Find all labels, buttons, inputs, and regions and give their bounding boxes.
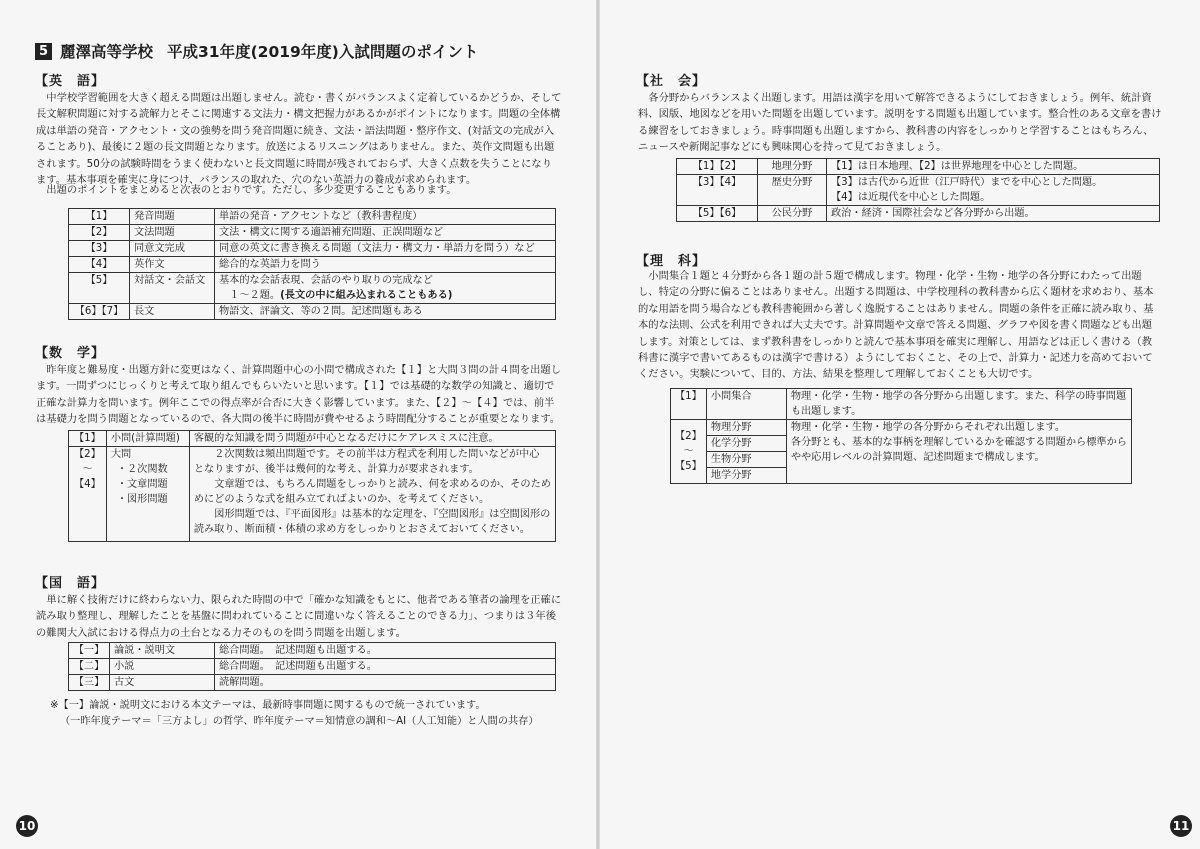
row-number: 【6】【7】 bbox=[69, 304, 130, 320]
social-paragraph: 各分野からバランスよく出題します。用語は漢字を用いて解答できるようにしておきましょう。例年、統計資料、図版、地図などを用いた問題を出題しています。説明をする問題も出題しています。整合性のある文章を書ける練習をしておきましょう。時事問題も出題しますから、教科書の内容をしっかりと学習することはもちろん、ニュースや新聞記事などにも興味関心を持って見ておきましょう。 bbox=[638, 92, 1162, 154]
japanese-note-2: （一昨年度テーマ＝「三方よし」の哲学、昨年度テーマ＝知情意の調和～AI（人工知能）と人間の共存） bbox=[60, 716, 539, 727]
row-name: 英作文 bbox=[130, 257, 215, 273]
row-number: 【一】 bbox=[69, 643, 110, 659]
table-row bbox=[69, 241, 556, 257]
row-name-item: ・文章問題 bbox=[116, 479, 168, 490]
row-name-item: 物理分野 bbox=[710, 422, 752, 433]
japanese-paragraph: 単に解く技術だけに終わらない力、限られた時間の中で「確かな知識をもとに、他者である筆者の論理を正確に読み取り整理し、理解したことを基盤に問われていることに間違いなく答えることのできる力」、つまりは３年後の難関大入試における得点力の土台となる力そのものを問う問題を出題します。 bbox=[36, 594, 562, 639]
row-desc-line: 各分野とも、基本的な事柄を理解しているかを確認する問題から標準から bbox=[790, 437, 1127, 448]
row-desc-line: 【4】は近現代を中心とした問題。 bbox=[831, 192, 991, 203]
row-desc: 総合的な英語力を問う bbox=[215, 257, 556, 273]
japanese-table bbox=[68, 642, 556, 691]
social-table bbox=[676, 158, 1160, 222]
row-number bbox=[671, 420, 707, 484]
row-name-item: ・図形問題 bbox=[116, 494, 168, 505]
row-number: 【2】 bbox=[69, 225, 130, 241]
table-row bbox=[671, 389, 1132, 420]
row-number-bottom: 【4】 bbox=[73, 479, 101, 490]
school-name: 麗澤高等学校 bbox=[60, 43, 154, 61]
table-row bbox=[69, 257, 556, 273]
row-desc bbox=[215, 273, 556, 304]
social-heading: 【社 会】 bbox=[636, 74, 707, 89]
row-desc-line: 物理・化学・生物・地学の各分野から出題します。また、科学の時事問題 bbox=[790, 391, 1127, 402]
japanese-heading: 【国 語】 bbox=[35, 576, 106, 591]
row-name bbox=[106, 447, 189, 542]
row-name: 長文 bbox=[130, 304, 215, 320]
japanese-note-1: ※【一】論説・説明文における本文テーマは、最新時事問題に関するもので統一されています。 bbox=[50, 700, 486, 711]
row-name: 論説・説明文 bbox=[110, 643, 215, 659]
row-desc-line: めにどのような式を組み立てればよいのか、を考えてください。 bbox=[193, 494, 490, 505]
row-desc-bold: (長文の中に組み込まれることもある) bbox=[280, 290, 453, 301]
row-number: 【4】 bbox=[69, 257, 130, 273]
row-number bbox=[69, 447, 107, 542]
row-name bbox=[706, 420, 786, 484]
row-name: 古文 bbox=[110, 675, 215, 691]
table-row bbox=[677, 159, 1160, 175]
row-desc: 総合問題。 記述問題も出題する。 bbox=[215, 659, 556, 675]
table-row bbox=[69, 675, 556, 691]
row-name-item: ・２次関数 bbox=[116, 464, 168, 475]
row-name-item: 化学分野 bbox=[707, 435, 786, 451]
row-name-item: 生物分野 bbox=[707, 451, 786, 467]
row-number: 【1】【2】 bbox=[677, 159, 758, 175]
table-row bbox=[69, 225, 556, 241]
row-desc: 客観的な知識を問う問題が中心となるだけにケアレスミスに注意。 bbox=[189, 431, 555, 447]
row-desc bbox=[827, 175, 1160, 206]
row-name: 発音問題 bbox=[130, 209, 215, 225]
row-desc-line: となりますが、後半は幾何的な考え、計算力が要求されます。 bbox=[193, 464, 479, 475]
row-desc: 読解問題。 bbox=[215, 675, 556, 691]
row-desc-line: ２次関数は頻出問題です。その前半は方程式を利用した問いなどが中心 bbox=[214, 449, 540, 460]
page-title bbox=[35, 40, 478, 62]
row-number: 【5】 bbox=[69, 273, 130, 304]
row-number: 【1】 bbox=[671, 389, 707, 420]
page-number: 11 bbox=[1170, 815, 1192, 837]
row-name: 小問(計算問題) bbox=[106, 431, 189, 447]
title-text: 平成31年度(2019年度)入試問題のポイント bbox=[167, 43, 479, 61]
row-desc bbox=[786, 420, 1131, 484]
row-name: 小問集合 bbox=[706, 389, 786, 420]
page-number: 10 bbox=[16, 815, 38, 837]
row-number-bottom: 【5】 bbox=[675, 461, 702, 472]
row-number-top: 【2】 bbox=[675, 431, 702, 442]
table-row bbox=[69, 209, 556, 225]
math-table bbox=[68, 430, 556, 542]
table-row bbox=[677, 175, 1160, 206]
row-desc: 【1】は日本地理、【2】は世界地理を中心とした問題。 bbox=[827, 159, 1160, 175]
table-row bbox=[69, 643, 556, 659]
row-name: 対話文・会話文 bbox=[130, 273, 215, 304]
row-desc-line: 物理・化学・生物・地学の各分野からそれぞれ出題します。 bbox=[790, 422, 1066, 433]
row-name: 小説 bbox=[110, 659, 215, 675]
row-desc-line: 【3】は古代から近世（江戸時代）までを中心とした問題。 bbox=[831, 177, 1103, 188]
row-desc-line: やや応用レベルの計算問題、記述問題まで構成します。 bbox=[790, 452, 1045, 463]
row-desc-line: 読み取り、断面積・体積の求め方をしっかりとおさえておいてください。 bbox=[193, 524, 530, 535]
row-desc-line: 基本的な会話表現、会話のやり取りの完成など bbox=[219, 275, 433, 286]
row-number-top: 【2】 bbox=[73, 449, 101, 460]
row-desc-line: も出題します。 bbox=[790, 406, 862, 417]
row-number: 【1】 bbox=[69, 431, 107, 447]
row-number: 【3】【4】 bbox=[677, 175, 758, 206]
english-table bbox=[68, 208, 556, 320]
math-paragraph: 昨年度と難易度・出題方針に変更はなく、計算問題中心の小問で構成された【１】と大問３問の計４問を出題します。一問ずつにじっくりと考えて取り組んでもらいたいと思います。【１】では基礎的な数学の知識と、適切で正確な計算力を問います。例年ここでの得点率が合否に大きく影響しています。また、【２】～【４】では、前半は基礎力を問う問題となっているので、各大問の後半に時間が費やせるよう時間配分することが重要となります。 bbox=[36, 364, 561, 426]
table-row bbox=[69, 273, 556, 304]
row-desc-line: １～２題。 bbox=[229, 290, 281, 301]
row-number-tilde: ～ bbox=[82, 464, 93, 475]
table-row bbox=[69, 659, 556, 675]
table-row bbox=[69, 304, 556, 320]
row-number: 【5】【6】 bbox=[677, 206, 758, 222]
row-name: 歴史分野 bbox=[758, 175, 827, 206]
row-desc: 同意の英文に書き換える問題（文法力・構文力・単語力を問う）など bbox=[215, 241, 556, 257]
row-desc: 総合問題。 記述問題も出題する。 bbox=[215, 643, 556, 659]
row-number: 【1】 bbox=[69, 209, 130, 225]
english-heading: 【英 語】 bbox=[35, 74, 106, 89]
row-number-tilde: ～ bbox=[683, 446, 694, 457]
section-number-badge: 5 bbox=[35, 43, 52, 60]
row-desc: 政治・経済・国際社会など各分野から出題。 bbox=[827, 206, 1160, 222]
row-name: 地理分野 bbox=[758, 159, 827, 175]
row-desc: 物語文、評論文、等の２問。記述問題もある bbox=[215, 304, 556, 320]
english-paragraph: 中学校学習範囲を大きく超える問題は出題しません。読む・書くがバランスよく定着しているかどうか、そして長文解釈問題に対する読解力とそこに関連する文法力・構文把握力があるかがポイントになります。問題の全体構成は単語の発音・アクセント・文の強勢を問う発音問題に続き、文法・語法問題・整序作文、(対話文の完成が入ることあり)、最後に２題の長文問題となります。放送によるリスニングはありません。また、英作文問題も出題されます。50分の試験時間をうまく使わないと長文問題に時間が残されておらず、大きく点数を失うことになります。基本事項を確実に身につけ、バランスの取れた、穴のない英語力の養成が求められます。 bbox=[36, 92, 562, 187]
table-row bbox=[69, 447, 556, 542]
row-name: 文法問題 bbox=[130, 225, 215, 241]
science-table bbox=[670, 388, 1132, 484]
row-desc-line: 文章題では、もちろん問題をしっかりと読み、何を求めるのか、そのため bbox=[214, 479, 551, 490]
row-desc: 単語の発音・アクセントなど（教科書程度） bbox=[215, 209, 556, 225]
table-row bbox=[677, 206, 1160, 222]
table-row bbox=[69, 431, 556, 447]
row-number: 【3】 bbox=[69, 241, 130, 257]
table-row bbox=[671, 420, 1132, 484]
row-name: 同意文完成 bbox=[130, 241, 215, 257]
row-desc: 文法・構文に関する適語補充問題、正誤問題など bbox=[215, 225, 556, 241]
row-desc-line: 図形問題では、『平面図形』は基本的な定理を、『空間図形』は空間図形の bbox=[214, 509, 551, 520]
math-heading: 【数 学】 bbox=[35, 346, 106, 361]
left-page bbox=[0, 0, 596, 849]
english-paragraph-2: 出題のポイントをまとめると次表のとおりです。ただし、多少変更することもあります。 bbox=[46, 184, 457, 196]
row-name: 公民分野 bbox=[758, 206, 827, 222]
right-page bbox=[600, 0, 1200, 849]
row-name-main: 大問 bbox=[110, 449, 132, 460]
science-heading: 【理 科】 bbox=[636, 254, 707, 269]
science-paragraph: 小問集合１題と４分野から各１題の計５題で構成します。物理・化学・生物・地学の各分野にわたって出題し、特定の分野に偏ることはありません。出題する問題は、中学校理科の教科書から広く題材を求めおり、基本的な用語を問う場合なども教科書範囲から著しく逸脱することはありません。問題の条件を正確に読み取り、基本的な法則、公式を利用できれば大丈夫です。計算問題や文章で答える問題、グラフや図を書く問題なども出題します。対策としては、まず教科書をしっかりと読んで基本事項を確実に理解し、用語などは正しく書ける（教科書に漢字で書いてあるものは漢字で書ける）ようにしておくこと、その上で、計算力・記述力を高めておいてください。実験について、目的、方法、結果を整理して理解しておくことも大切です。 bbox=[638, 270, 1154, 381]
row-number: 【三】 bbox=[69, 675, 110, 691]
row-number: 【二】 bbox=[69, 659, 110, 675]
row-desc bbox=[189, 447, 555, 542]
row-name-item: 地学分野 bbox=[707, 467, 786, 483]
row-desc bbox=[786, 389, 1131, 420]
